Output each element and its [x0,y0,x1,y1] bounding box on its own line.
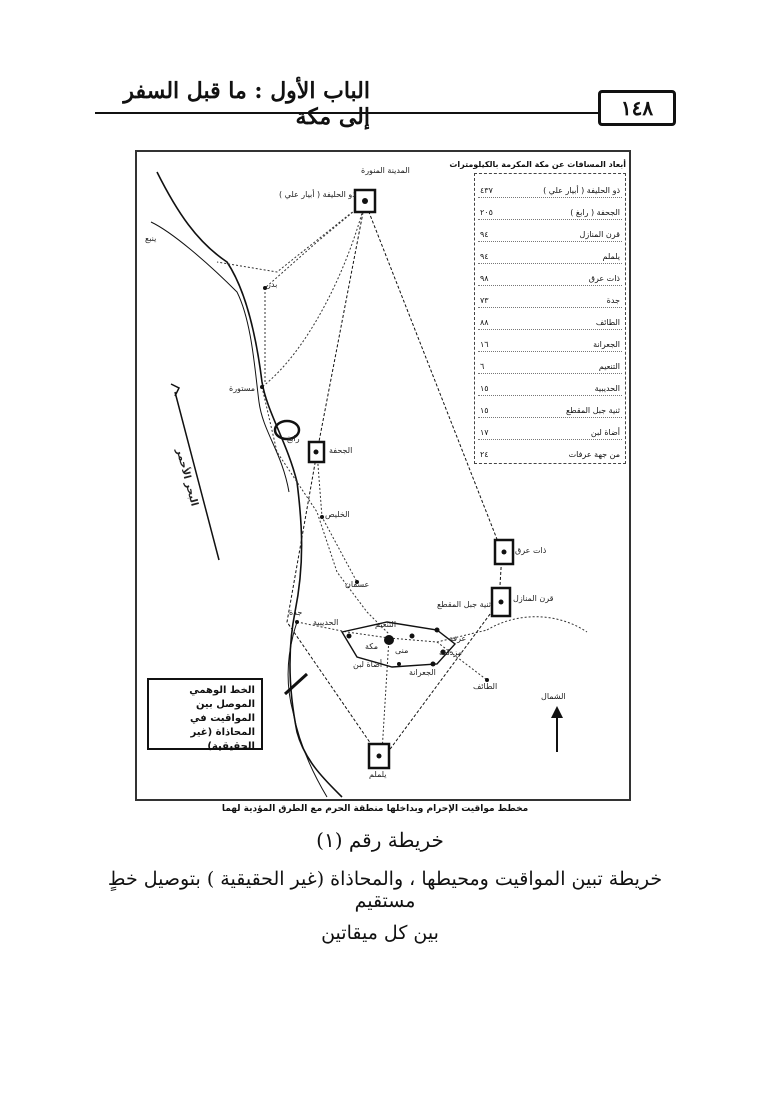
figure-description-continued: بين كل ميقاتين [321,922,439,944]
label-yanbu: ينبع [145,234,157,243]
row-place: أضاة لبن [590,428,620,437]
label-tanim: التنعيم [375,620,397,629]
road-north [217,202,365,272]
row-km: ٧٣ [480,296,489,305]
row-place: يلملم [602,252,620,261]
road-madinah-badr [265,202,365,288]
label-dhul-hulayfah: ذو الحليفة ( أبيار علي ) [279,190,356,199]
row-km: ٩٨ [480,274,489,283]
row-km: ٨٨ [480,318,489,327]
row-place: الجعرانة [593,340,620,349]
table-row [478,374,622,396]
distance-table-body [474,173,626,464]
row-km: ٢٤ [480,450,489,459]
row-place: الطائف [595,318,620,327]
figure-description: خريطة تبين المواقيت ومحيطها ، والمحاذاة (غير الحقيقية ) بتوصيل خطٍ مستقيم [107,868,663,912]
label-arafah: عرفة [449,634,467,643]
distance-table-title: أبعاد المسافات عن مكة المكرمة بالكيلومترات [449,160,626,169]
table-row [478,242,622,264]
label-qarn: قرن المنازل [513,594,554,603]
miqat-map [135,150,631,801]
label-hudaybiyah: الحديبية [313,618,339,627]
label-yalamlam: يلملم [369,770,387,779]
row-km: ٩٤ [480,252,489,261]
distance-table [449,160,626,464]
road-east [487,617,587,632]
table-row [478,264,622,286]
row-place: ثنية جبل المقطع [566,406,620,415]
table-row [478,396,622,418]
label-badr: بدر [267,280,278,289]
table-row [478,352,622,374]
north-arrow-head [551,706,563,718]
label-usfan: عسفان [345,580,370,589]
row-km: ١٥ [480,384,489,393]
table-row [478,286,622,308]
row-km: ٩٤ [480,230,489,239]
label-khulais: الخليص [325,510,350,519]
table-row [478,308,622,330]
table-row [478,220,622,242]
label-thaniyah: ثنية جبل المقطع [437,600,491,609]
table-row [478,176,622,198]
table-row [478,440,622,461]
row-km: ١٦ [480,340,489,349]
label-jiranah: الجعرانة [409,668,436,677]
row-place: التنعيم [598,362,620,371]
label-north: الشمال [541,692,566,701]
road-makkah-yalamlam [382,638,389,752]
row-km: ٦ [480,362,485,371]
row-km: ١٧ [480,428,489,437]
road-madinah-mastoorah [262,202,365,387]
row-place: جدة [606,296,620,305]
miqat-line-5 [287,452,382,760]
row-km: ٤٣٧ [480,186,493,195]
map-legend: الخط الوهمي الموصل بين المواقيت في المحاذاة (غير الحقيقية) [147,678,263,750]
label-jeddah: جدة [289,608,303,617]
row-km: ١٥ [480,406,489,415]
label-madinah: المدينة المنورة [361,166,410,175]
row-place: ذات عرق [588,274,620,283]
row-place: قرن المنازل [579,230,620,239]
label-juhfah: الجحفة [329,446,353,455]
page-number-badge: ١٤٨ [598,90,676,126]
row-place: من جهة عرفات [568,450,620,459]
coastline-inner [151,222,289,492]
header-rule [95,112,670,114]
table-row [478,198,622,220]
row-km: ٢٠٥ [480,208,493,217]
chapter-title: الباب الأول : ما قبل السفر إلى مكة [123,78,370,130]
label-mina: منى [395,646,409,655]
map-caption: مخطط مواقيت الإحرام وبداخلها منطقة الحرم مع الطرق المؤدية لهما [221,804,529,814]
label-taif: الطائف [473,682,498,691]
row-place: الجحفة ( رابغ ) [570,208,620,217]
figure-title: خريطة رقم (١) [316,828,444,852]
miqat-line-1 [317,202,365,452]
label-makkah: مكة [365,642,378,651]
miqat-line-4 [382,602,499,760]
table-row [478,330,622,352]
table-row [478,418,622,440]
label-mastoorah: مستورة [229,384,256,393]
label-muzdalifah: مزدلفة [439,648,463,657]
label-adat-laban: أضاة لبن [353,660,383,669]
label-dhat-irq: ذات عرق [515,546,547,555]
label-rabigh: رابغ [287,434,300,443]
label-red-sea: البحر الأحمر [173,447,200,508]
row-place: ذو الحليفة ( أبيار علي ) [543,186,620,195]
row-place: الحديبية [594,384,620,393]
